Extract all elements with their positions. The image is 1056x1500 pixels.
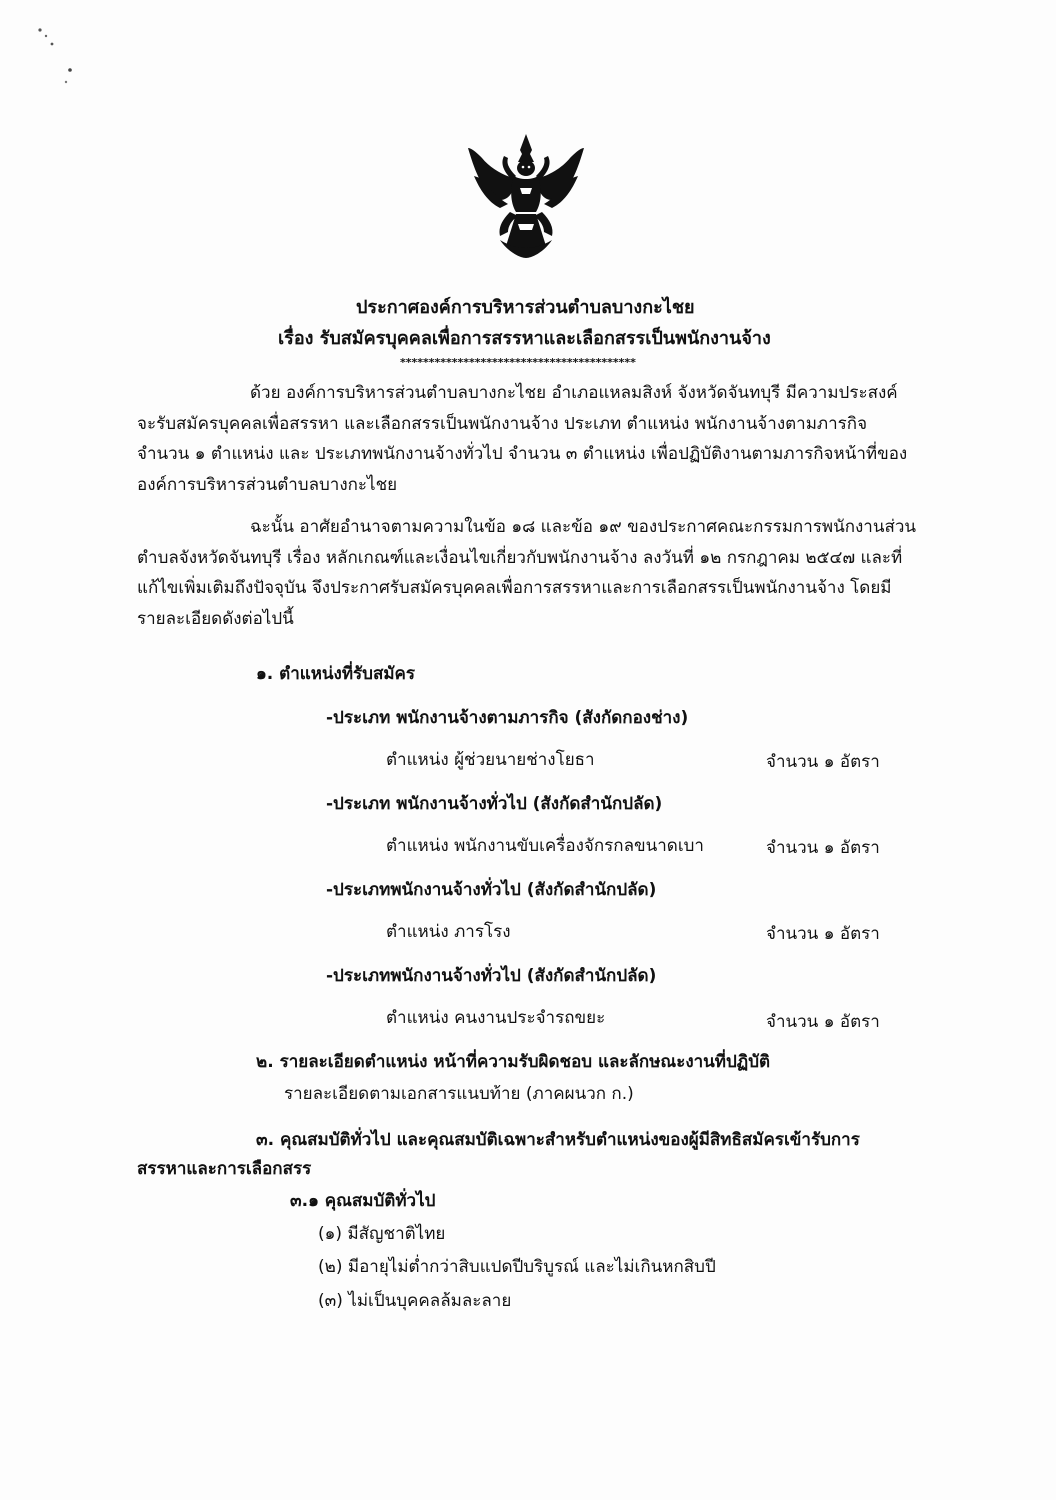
qualification-item: (๑) มีสัญชาติไทย bbox=[318, 1224, 446, 1244]
section2-detail: รายละเอียดตามเอกสารแนบท้าย (ภาคผนวก ก.) bbox=[284, 1084, 634, 1104]
authority-line: ตำบลจังหวัดจันทบุรี เรื่อง หลักเกณฑ์และเงื่อนไขเกี่ยวกับพนักงานจ้าง ลงวันที่ ๑๒ กรกฎาคม ๒๕๔๗ และที่ bbox=[137, 547, 903, 568]
authority-line: แก้ไขเพิ่มเติมถึงปัจจุบัน จึงประกาศรับสมัครบุคคลเพื่อการสรรหาและการเลือกสรรเป็นพนักงานจ้าง โดยมี bbox=[137, 578, 892, 598]
intro-line: องค์การบริหารส่วนตำบลบางกะไชย bbox=[137, 474, 398, 495]
position-type: -ประเภทพนักงานจ้างทั่วไป (สังกัดสำนักปลัด) bbox=[326, 966, 657, 986]
position-count: จำนวน ๑ อัตรา bbox=[766, 838, 880, 858]
qualification-item: (๓) ไม่เป็นบุคคลล้มละลาย bbox=[318, 1291, 512, 1311]
section3-subheading: ๓.๑ คุณสมบัติทั่วไป bbox=[290, 1191, 436, 1211]
intro-paragraph bbox=[137, 378, 907, 500]
section3-heading: ๓. คุณสมบัติทั่วไป และคุณสมบัติเฉพาะสำหรับตำแหน่งของผู้มีสิทธิสมัครเข้ารับการ bbox=[256, 1130, 860, 1150]
intro-line: ด้วย องค์การบริหารส่วนตำบลบางกะไชย อำเภอแหลมสิงห์ จังหวัดจันทบุรี มีความประสงค์ bbox=[250, 383, 898, 403]
authority-paragraph bbox=[137, 512, 916, 634]
authority-line: รายละเอียดดังต่อไปนี้ bbox=[137, 608, 294, 629]
position-count: จำนวน ๑ อัตรา bbox=[766, 924, 880, 944]
position-type: -ประเภทพนักงานจ้างทั่วไป (สังกัดสำนักปลัด) bbox=[326, 880, 657, 900]
qualification-item: (๒) มีอายุไม่ต่ำกว่าสิบแปดปีบริบูรณ์ และไม่เกินหกสิบปี bbox=[318, 1257, 716, 1277]
position-name: ตำแหน่ง ภารโรง bbox=[386, 922, 511, 942]
section2-heading: ๒. รายละเอียดตำแหน่ง หน้าที่ความรับผิดชอบ และลักษณะงานที่ปฏิบัติ bbox=[256, 1052, 771, 1072]
announcement-subject: เรื่อง รับสมัครบุคคลเพื่อการสรรหาและเลือกสรรเป็นพนักงานจ้าง bbox=[278, 328, 771, 349]
corner-speck-mark bbox=[32, 22, 82, 92]
position-type: -ประเภท พนักงานจ้างตามภารกิจ (สังกัดกองช่าง) bbox=[326, 708, 689, 728]
position-count: จำนวน ๑ อัตรา bbox=[766, 752, 880, 772]
section1-heading: ๑. ตำแหน่งที่รับสมัคร bbox=[256, 664, 416, 684]
position-count: จำนวน ๑ อัตรา bbox=[766, 1012, 880, 1032]
intro-line: จะรับสมัครบุคคลเพื่อสรรหา และเลือกสรรเป็นพนักงานจ้าง ประเภท ตำแหน่ง พนักงานจ้างตามภารกิจ bbox=[137, 413, 868, 434]
position-name: ตำแหน่ง คนงานประจำรถขยะ bbox=[386, 1008, 606, 1028]
position-name: ตำแหน่ง พนักงานขับเครื่องจักรกลขนาดเบา bbox=[386, 836, 704, 856]
section3-heading-cont: สรรหาและการเลือกสรร bbox=[137, 1159, 312, 1179]
intro-line: จำนวน ๑ ตำแหน่ง และ ประเภทพนักงานจ้างทั่วไป จำนวน ๓ ตำแหน่ง เพื่อปฏิบัติงานตามภารกิจหน้าที่ของ bbox=[137, 444, 908, 464]
title-separator: ***************************************** bbox=[400, 356, 636, 369]
authority-line: ฉะนั้น อาศัยอำนาจตามความในข้อ ๑๘ และข้อ ๑๙ ของประกาศคณะกรรมการพนักงานส่วน bbox=[250, 517, 917, 537]
position-name: ตำแหน่ง ผู้ช่วยนายช่างโยธา bbox=[386, 750, 595, 770]
position-type: -ประเภท พนักงานจ้างทั่วไป (สังกัดสำนักปลัด) bbox=[326, 794, 663, 814]
announcement-title: ประกาศองค์การบริหารส่วนตำบลบางกะไชย bbox=[356, 297, 695, 318]
garuda-emblem-icon bbox=[460, 128, 592, 262]
